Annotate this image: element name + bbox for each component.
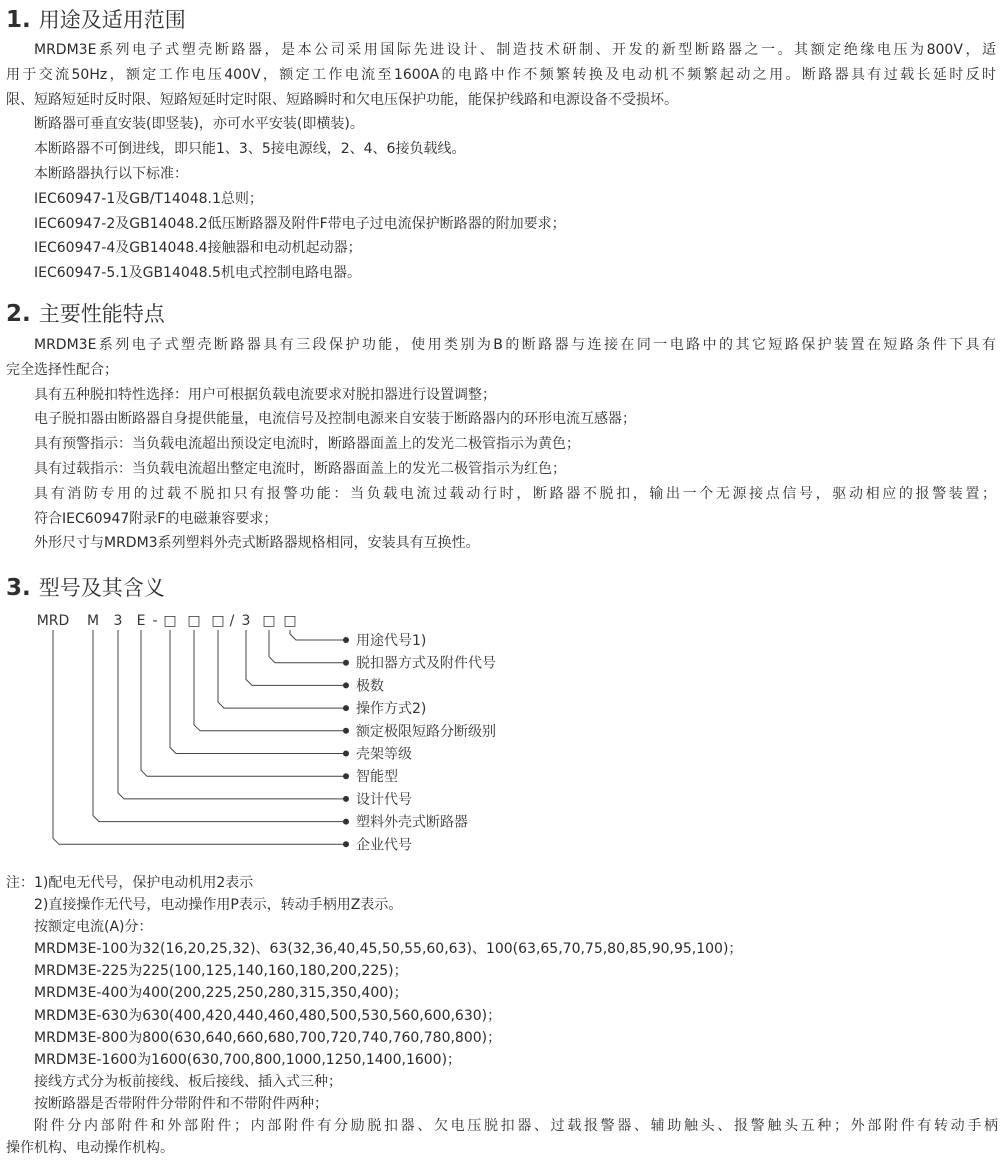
section-1-line: 本断路器执行以下标准： <box>34 165 188 182</box>
section-1-line: IEC60947-1及GB/T14048.1总则； <box>34 190 263 207</box>
model-code-part: □ <box>262 613 276 629</box>
section-2-number: 2. <box>6 301 31 327</box>
legend-label: 极数 <box>356 678 384 695</box>
section-1-line: 断路器可垂直安装(即竖装)，亦可水平安装(即横装)。 <box>34 116 364 133</box>
section-1-heading <box>6 4 186 34</box>
note-line: MRDM3E-1600为1600(630,700,800,1000,1250,1400,1600)； <box>34 1051 462 1068</box>
leader-line <box>170 630 344 754</box>
section-1-line: MRDM3E系列电子式塑壳断路器，是本公司采用国际先进设计、制造技术研制、开发的新型断路器之一。其额定绝缘电压为800V，适 <box>34 42 996 58</box>
section-2-line: 符合IEC60947附录F的电磁兼容要求； <box>34 510 278 527</box>
section-1-line: IEC60947-2及GB14048.2低压断路器及附件F带电子过电流保护断路器的附加要求； <box>34 215 566 232</box>
legend-label: 额定极限短路分断级别 <box>356 723 496 740</box>
model-code-part: □ <box>163 613 177 629</box>
section-1-title: 用途及适用范围 <box>38 8 186 32</box>
note-line: 按额定电流(A)分： <box>34 919 153 936</box>
legend-label: 塑料外壳式断路器 <box>356 814 468 831</box>
section-2-line: 具有消防专用的过载不脱扣只有报警功能：当负载电流过载动行时，断路器不脱扣，输出一个无源接点信号，驱动相应的报警装置； <box>34 485 996 502</box>
note-line: 2)直接操作无代号，电动操作用P表示，转动手柄用Z表示。 <box>34 897 403 914</box>
leader-dot <box>343 728 349 734</box>
note-line: 注：1)配电无代号，保护电动机用2表示 <box>6 875 254 891</box>
section-2-body <box>6 333 996 556</box>
section-1-number: 1. <box>6 7 31 33</box>
leader-line <box>118 630 344 799</box>
section-2-line: MRDM3E系列电子式塑壳断路器具有三段保护功能，使用类别为B的断路器与连接在同一电路中的其它短路保护装置在短路条件下具有 <box>34 337 996 353</box>
leader-dot <box>343 660 349 666</box>
section-2-line: 具有五种脱扣特性选择：用户可根据负载电流要求对脱扣器进行设置调整； <box>34 386 496 403</box>
model-code-row <box>37 613 297 629</box>
leader-dot <box>343 637 349 643</box>
model-code-part: - <box>152 613 158 629</box>
section-2-heading <box>6 298 165 328</box>
section-2-line: 外形尺寸与MRDM3系列塑料外壳式断路器规格相同，安装具有互换性。 <box>34 535 480 552</box>
note-line: MRDM3E-100为32(16,20,25,32)、63(32,36,40,45,50,55,60,63)、100(63,65,70,75,80,85,90,95,100)； <box>34 941 743 958</box>
leader-dot <box>343 773 349 779</box>
notes-block <box>6 872 998 1159</box>
section-1-body <box>6 38 996 286</box>
leader-dot <box>343 819 349 825</box>
note-line: MRDM3E-800为800(630,640,660,680,700,720,740,760,780,800)； <box>34 1029 502 1046</box>
section-1-line: IEC60947-4及GB14048.4接触器和电动机起动器； <box>34 240 362 257</box>
section-2-line: 完全选择性配合； <box>6 361 118 378</box>
model-code-part: 3 <box>113 613 123 629</box>
leader-line <box>218 630 344 708</box>
leader-line <box>141 630 344 776</box>
model-code-connectors <box>53 630 344 844</box>
leader-line <box>53 630 344 844</box>
legend-label: 操作方式2) <box>356 701 427 718</box>
note-line: 附件分内部附件和外部附件；内部附件有分励脱扣器、欠电压脱扣器、过载报警器、辅助触头、报警触头五种；外部附件有转动手柄 <box>34 1118 998 1135</box>
model-code-part: / <box>229 613 235 629</box>
legend-label: 智能型 <box>356 769 398 786</box>
section-3-number: 3. <box>6 575 31 601</box>
note-line: MRDM3E-630为630(400,420,440,460,480,500,530,560,600,630)； <box>34 1007 502 1024</box>
note-line: 接线方式分为板前接线、板后接线、插入式三种； <box>34 1073 342 1090</box>
note-line: 按断路器是否带附件分带附件和不带附件两种； <box>34 1095 328 1112</box>
section-2-line: 具有预警指示：当负载电流超出预设定电流时，断路器面盖上的发光二极管指示为黄色； <box>34 436 580 453</box>
model-code-part: □ <box>211 613 225 629</box>
leader-dot <box>343 682 349 688</box>
section-1-line: 限、短路短延时反时限、短路短延时定时限、短路瞬时和欠电压保护功能，能保护线路和电源设备不受损坏。 <box>6 91 678 108</box>
legend-label: 企业代号 <box>356 837 412 854</box>
legend-label: 设计代号 <box>356 791 412 808</box>
leader-dot <box>343 751 349 757</box>
leader-line <box>269 630 344 663</box>
section-1-line: 本断路器不可倒进线，即只能1、3、5接电源线，2、4、6接负载线。 <box>34 141 466 158</box>
leader-dot <box>343 841 349 847</box>
section-1-line: IEC60947-5.1及GB14048.5机电式控制电路电器。 <box>34 265 361 282</box>
note-line: MRDM3E-225为225(100,125,140,160,180,200,225)； <box>34 963 408 980</box>
leader-line <box>290 630 344 640</box>
legend-label: 用途代号1) <box>356 633 427 649</box>
note-line: MRDM3E-400为400(200,225,250,280,315,350,400)； <box>34 985 408 1002</box>
section-3-title: 型号及其含义 <box>38 576 165 600</box>
section-1-line: 用于交流50Hz，额定工作电压400V，额定工作电流至1600A的电路中作不频繁转换及电动机不频繁起动之用。断路器具有过载长延时反时 <box>6 66 996 83</box>
section-2-line: 电子脱扣器由断路器自身提供能量，电流信号及控制电源来自安装于断路器内的环形电流互感器； <box>34 411 636 428</box>
section-2-title: 主要性能特点 <box>38 302 165 326</box>
section-2-line: 具有过载指示：当负载电流超出整定电流时，断路器面盖上的发光二极管指示为红色； <box>34 460 566 477</box>
model-code-part: 3 <box>241 613 251 629</box>
leader-dot <box>343 705 349 711</box>
legend-label: 脱扣器方式及附件代号 <box>356 655 496 672</box>
model-code-part: E <box>136 613 146 629</box>
model-code-legend <box>343 633 496 853</box>
section-3-heading <box>6 572 165 602</box>
model-code-part: □ <box>187 613 201 629</box>
note-line: 操作机构、电动操作机构。 <box>6 1140 174 1157</box>
leader-dot <box>343 796 349 802</box>
legend-label: 壳架等级 <box>356 746 412 763</box>
model-code-diagram <box>0 600 1000 862</box>
model-code-part: M <box>86 613 100 629</box>
model-code-part: □ <box>283 613 297 629</box>
model-code-part: MRD <box>36 613 70 629</box>
